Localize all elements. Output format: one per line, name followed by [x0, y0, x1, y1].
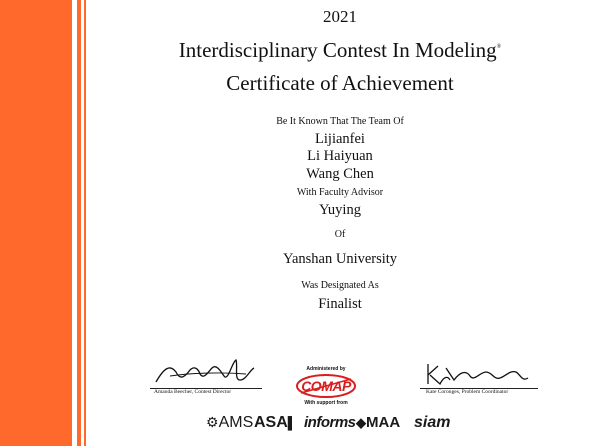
designation: Finalist [318, 296, 362, 312]
support-label: With support from [304, 400, 348, 406]
team-member: Wang Chen [306, 166, 374, 182]
maa-logo [356, 414, 400, 431]
accent-stripe [77, 0, 81, 446]
asa-bars-icon: ▌ [287, 416, 297, 430]
team-intro: Be It Known That The Team Of [276, 116, 404, 127]
handwritten-signature-left [150, 358, 262, 388]
comap-logo-text: COMAP [301, 378, 351, 394]
registered-mark: ® [496, 44, 502, 50]
team-member: Lijianfei [315, 131, 365, 147]
faculty-advisor: Yuying [319, 202, 361, 218]
maa-logo-text: MAA [366, 414, 401, 431]
ams-logo-text: AMS [218, 414, 254, 431]
administrator-block [293, 366, 359, 406]
advisor-intro: With Faculty Advisor [296, 187, 384, 198]
certificate-year: 2021 [323, 7, 357, 26]
asa-logo-text: ASA [254, 414, 288, 431]
director-caption: Amanda Beecher, Contest Director [154, 389, 232, 395]
contest-name-text: Interdisciplinary Contest In Modeling [178, 38, 497, 62]
maa-emblem-icon: ◆ [356, 415, 366, 430]
asa-logo [254, 414, 296, 432]
of-label: Of [334, 229, 346, 240]
signature-director [150, 358, 262, 395]
coordinator-caption: Kate Coronges, Problem Coordinator [426, 389, 509, 395]
designation-intro: Was Designated As [301, 280, 379, 291]
administered-by-label: Administered by [306, 366, 346, 372]
ams-emblem-icon: ⚙ [206, 414, 219, 430]
comap-logo [295, 373, 357, 399]
certificate-title: Certificate of Achievement [226, 71, 454, 95]
institution-name: Yanshan University [282, 251, 398, 267]
accent-stripe-thin [84, 0, 86, 446]
informs-logo: informs [304, 414, 356, 431]
signature-coordinator [420, 358, 538, 395]
siam-logo: siam [414, 414, 451, 431]
contest-name [90, 38, 590, 63]
ams-logo [206, 414, 253, 432]
handwritten-signature-right [420, 358, 538, 388]
accent-band [0, 0, 72, 446]
team-member: Li Haiyuan [307, 148, 373, 164]
